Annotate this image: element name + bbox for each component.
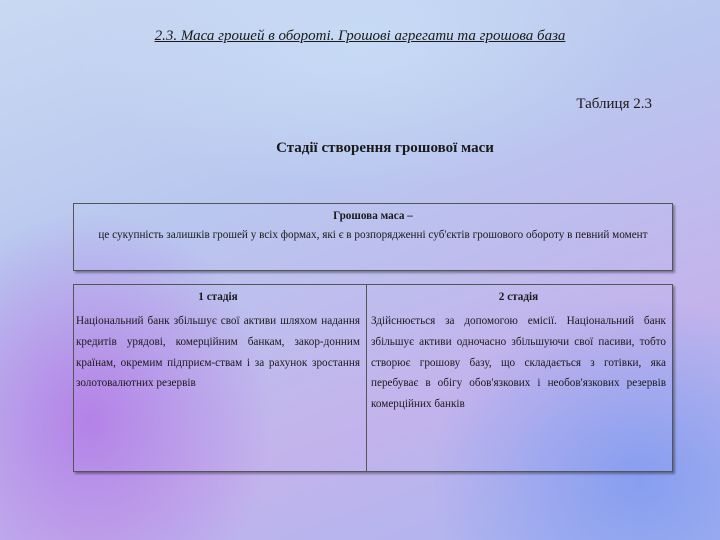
stage-2-cell (366, 285, 672, 471)
definition-text: це сукупність залишків грошей у всіх формах, які є в розпорядженні суб'єктів грошового обороту в певний момент (98, 229, 648, 241)
stage-1-title: 1 стадія (198, 291, 238, 303)
table-number-label: Таблиця 2.3 (576, 96, 652, 112)
table-title: Стадії створення грошової маси (276, 140, 494, 156)
stage-2-text: Здійснюється за допомогою емісії. Національний банк збільшує активи одночасно збільшуючи свої пасиви, тобто створює грошову базу, що складається з готівки, яка перебуває в обігу обов'язкових і необов'язкових резервів комерційних банків (371, 315, 666, 411)
stage-2-title: 2 стадія (498, 291, 539, 303)
definition-term: Грошова маса – (333, 210, 413, 222)
definition-box (73, 203, 673, 271)
stage-1-text: Національний банк збільшує свої активи шляхом надання кредитів урядові, комерційним банкам, закор-донним країнам, окремим підприєм-ствам і за рахунок зростання золотовалютних резервів (76, 315, 360, 390)
section-heading: 2.3. Маса грошей в обороті. Грошові агрегати та грошова база (154, 28, 566, 44)
stage-1-cell (74, 285, 366, 471)
stages-table (73, 284, 673, 472)
